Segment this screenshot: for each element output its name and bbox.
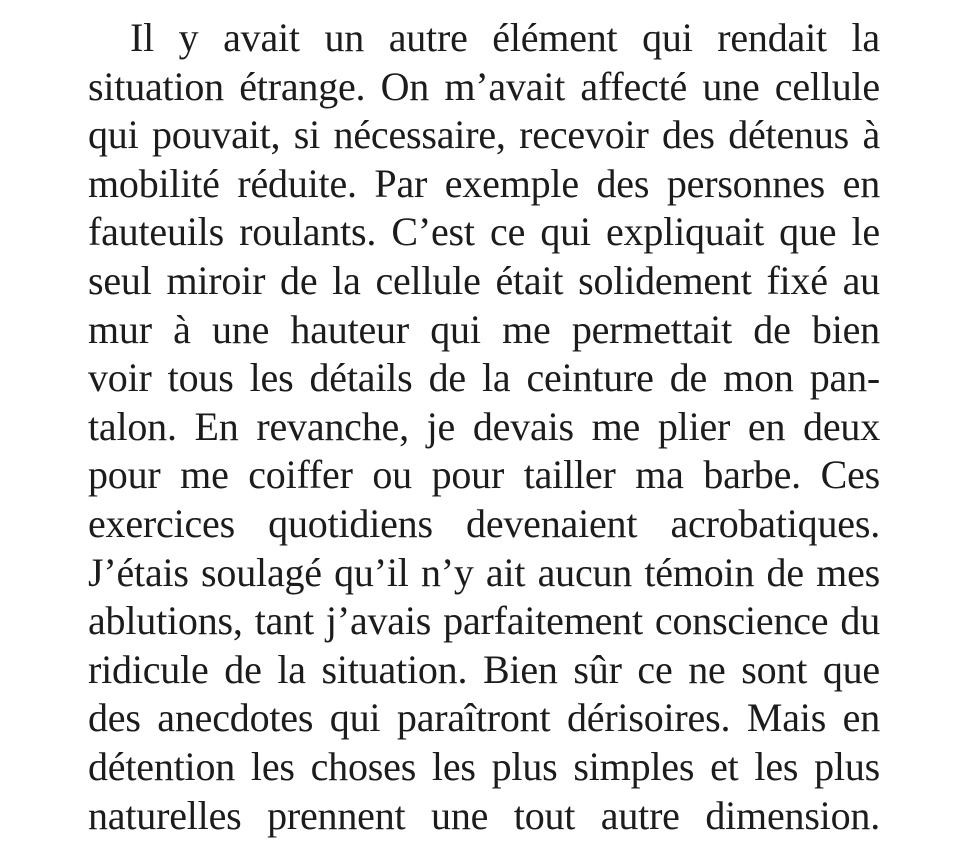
- text-line: pour me coiffer ou pour tailler ma barbe. Ces: [88, 452, 880, 498]
- text-line: détention les choses les plus simples et les plus: [88, 743, 880, 789]
- text-line: J’étais soulagé qu’il n’y ait aucun témoin de mes: [88, 549, 880, 595]
- text-line: naturelles prennent une tout autre dimension.: [88, 792, 880, 838]
- text-line: seul miroir de la cellule était solidement fixé au: [88, 257, 880, 303]
- text-line: qui pouvait, si nécessaire, recevoir des détenus à: [88, 112, 880, 158]
- text-line: ablutions, tant j’avais parfaitement conscience du: [88, 598, 880, 644]
- text-line: ridicule de la situation. Bien sûr ce ne sont que: [88, 646, 880, 692]
- body-paragraph: [88, 14, 880, 840]
- text-line: Il y avait un autre élément qui rendait la: [130, 15, 880, 60]
- text-line: mobilité réduite. Par exemple des personnes en: [88, 160, 880, 206]
- text-line: fauteuils roulants. C’est ce qui expliquait que le: [88, 209, 880, 255]
- text-line: exercices quotidiens devenaient acrobatiques.: [88, 500, 880, 546]
- text-line: voir tous les détails de la ceinture de mon pan-: [88, 355, 880, 401]
- text-line: talon. En revanche, je devais me plier en deux: [88, 403, 880, 449]
- text-line: situation étrange. On m’avait affecté une cellule: [88, 63, 880, 109]
- text-line: mur à une hauteur qui me permettait de bien: [88, 306, 880, 352]
- text-line: des anecdotes qui paraîtront dérisoires. Mais en: [88, 695, 880, 741]
